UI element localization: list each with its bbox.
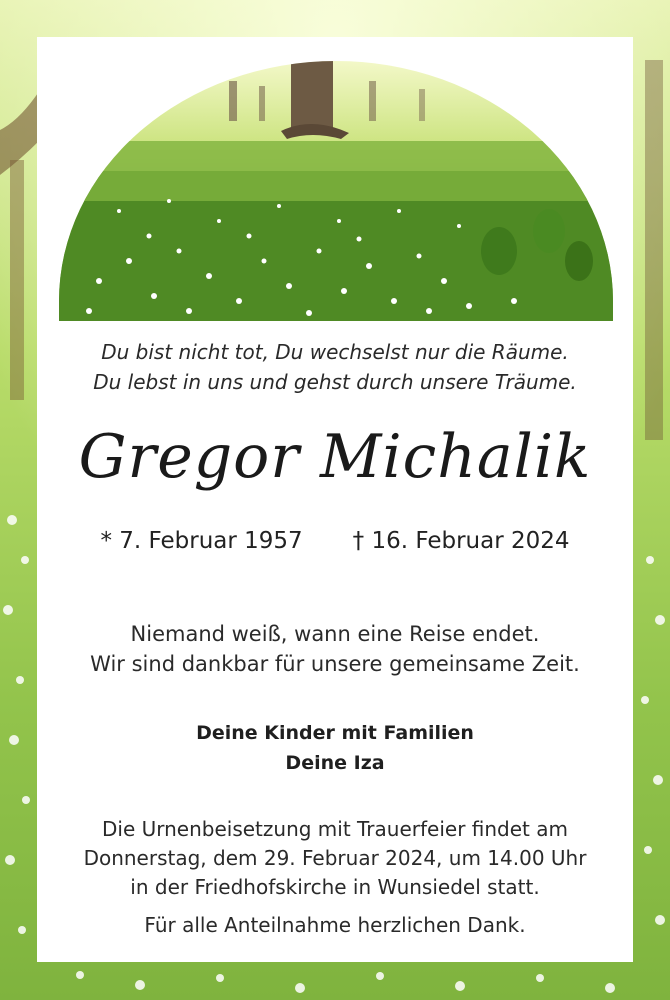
thanks-line: Für alle Anteilnahme herzlichen Dank. — [144, 913, 526, 937]
memorial-message — [37, 619, 633, 679]
quote-line-1: Du bist nicht tot, Du wechselst nur die Räume. — [101, 340, 569, 364]
message-line-1: Niemand weiß, wann eine Reise endet. — [130, 622, 540, 646]
quote-line-2: Du lebst in uns und gehst durch unsere Träume. — [93, 370, 577, 394]
deceased-name: Gregor Michalik — [78, 422, 592, 492]
message-line-2: Wir sind dankbar für unsere gemeinsame Zeit. — [90, 652, 580, 676]
life-dates — [37, 526, 633, 556]
funeral-line-3: in der Friedhofskirche in Wunsiedel statt. — [130, 875, 540, 899]
mourners — [37, 718, 633, 778]
memorial-quote — [37, 337, 633, 397]
death-date: † 16. Februar 2024 — [352, 528, 570, 554]
funeral-line-2: Donnerstag, dem 29. Februar 2024, um 14.00 Uhr — [83, 846, 587, 870]
forest-photo-arch — [59, 61, 613, 321]
mourners-line-2: Deine Iza — [285, 752, 385, 774]
funeral-line-1: Die Urnenbeisetzung mit Trauerfeier findet am — [101, 817, 568, 841]
birth-date: * 7. Februar 1957 — [100, 528, 303, 554]
mourners-line-1: Deine Kinder mit Familien — [196, 722, 474, 744]
obituary-card — [37, 37, 633, 962]
funeral-info — [37, 815, 633, 902]
